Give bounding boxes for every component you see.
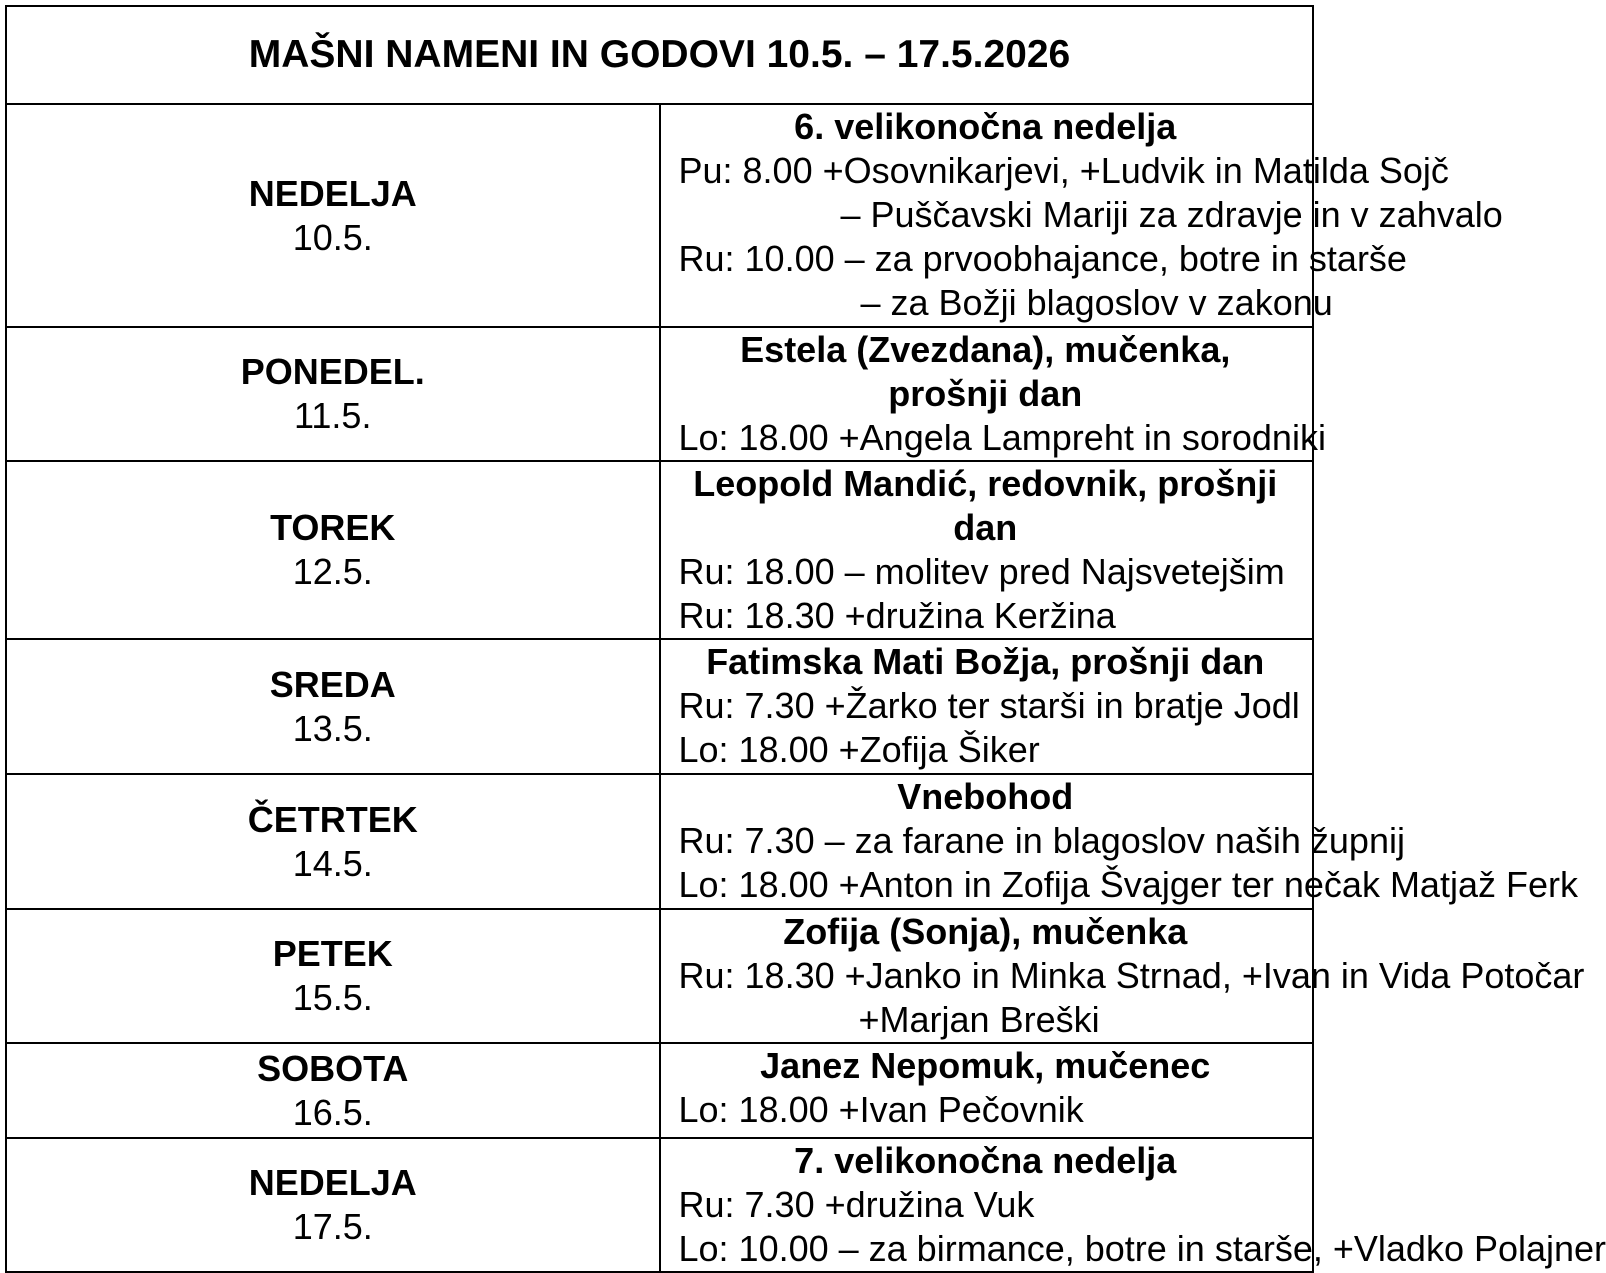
day-name: PETEK (272, 933, 393, 974)
day-cell (6, 1138, 660, 1272)
day-date: 10.5. (292, 216, 373, 258)
mass-intention: Lo: 18.00 +Anton in Zofija Švajger ter nečak Matjaž Ferk (678, 864, 1578, 905)
day-date: 13.5. (292, 707, 373, 749)
schedule-table (5, 5, 1606, 1273)
day-date: 12.5. (292, 551, 373, 592)
day-cell (6, 327, 660, 461)
mass-intention: Ru: 18.30 +Janko in Minka Strnad, +Ivan in Vida Potočar (678, 955, 1585, 996)
day-name: NEDELJA (248, 1162, 417, 1203)
mass-intention: +Marjan Breški (858, 999, 1100, 1040)
feast-title: Vnebohod (897, 776, 1074, 817)
entries-cell (660, 1043, 1314, 1138)
entries-cell (660, 774, 1578, 909)
title-row (6, 6, 1313, 104)
entries-cell (660, 104, 1503, 327)
day-cell (6, 1043, 660, 1138)
feast-title: Fatimska Mati Božja, prošnji dan (706, 641, 1265, 682)
day-name: NEDELJA (248, 172, 417, 214)
day-row-thursday-14 (6, 774, 1313, 909)
mass-intention: Lo: 10.00 – za birmance, botre in starše, +Vladko Polajner (678, 1228, 1606, 1269)
day-name: SOBOTA (257, 1047, 409, 1089)
day-cell (6, 104, 660, 327)
day-row-monday-11 (6, 327, 1313, 461)
day-name: TOREK (270, 507, 396, 548)
mass-intention: Ru: 7.30 +Žarko ter starši in bratje Jodl (678, 685, 1300, 726)
mass-intention: Ru: 18.30 +družina Keržina (678, 595, 1116, 636)
day-date: 17.5. (292, 1206, 373, 1247)
day-date: 14.5. (292, 842, 373, 884)
mass-intention: Lo: 18.00 +Angela Lampreht in sorodniki (678, 417, 1326, 458)
day-row-sunday-17 (6, 1138, 1313, 1272)
day-row-wednesday-13 (6, 639, 1313, 774)
feast-title: 6. velikonočna nedelja (794, 106, 1177, 147)
day-row-friday-15 (6, 909, 1313, 1043)
day-name: ČETRTEK (247, 798, 418, 840)
feast-title: Estela (Zvezdana), mučenka, prošnji dan (740, 329, 1231, 414)
mass-intention: Ru: 10.00 – za prvoobhajance, botre in starše (678, 238, 1407, 279)
mass-intention: – Puščavski Mariji za zdravje in v zahvalo (840, 194, 1503, 235)
day-row-sunday-10 (6, 104, 1313, 327)
mass-intention: Ru: 7.30 +družina Vuk (678, 1184, 1035, 1225)
mass-intention: Pu: 8.00 +Osovnikarjevi, +Ludvik in Matilda Sojč (678, 150, 1449, 191)
feast-title: Janez Nepomuk, mučenec (760, 1045, 1211, 1086)
day-date: 16.5. (292, 1091, 373, 1133)
day-date: 11.5. (294, 395, 372, 436)
day-date: 15.5. (292, 977, 373, 1018)
day-cell (6, 909, 660, 1043)
mass-intention: Lo: 18.00 +Zofija Šiker (678, 729, 1040, 770)
document-title: MAŠNI NAMENI IN GODOVI 10.5. – 17.5.2026 (6, 6, 1313, 104)
feast-title: Zofija (Sonja), mučenka (783, 911, 1188, 952)
mass-intention: Ru: 18.00 – molitev pred Najsvetejšim (678, 551, 1285, 592)
entries-cell (660, 909, 1585, 1043)
day-name: SREDA (269, 663, 396, 705)
mass-intention: Lo: 18.00 +Ivan Pečovnik (678, 1089, 1084, 1130)
day-cell (6, 774, 660, 909)
mass-intention: Ru: 7.30 – za farane in blagoslov naših župnij (678, 820, 1405, 861)
feast-title: Leopold Mandić, redovnik, prošnji dan (693, 463, 1278, 548)
day-row-tuesday-12 (6, 461, 1313, 639)
feast-title: 7. velikonočna nedelja (794, 1140, 1177, 1181)
day-row-saturday-16 (6, 1043, 1313, 1138)
day-name: PONEDEL. (240, 351, 425, 392)
entries-cell (660, 1138, 1606, 1272)
entries-cell (660, 639, 1314, 774)
day-cell (6, 461, 660, 639)
mass-intention: – za Božji blagoslov v zakonu (860, 282, 1333, 323)
entries-cell (660, 327, 1326, 461)
entries-cell (660, 461, 1314, 639)
day-cell (6, 639, 660, 774)
